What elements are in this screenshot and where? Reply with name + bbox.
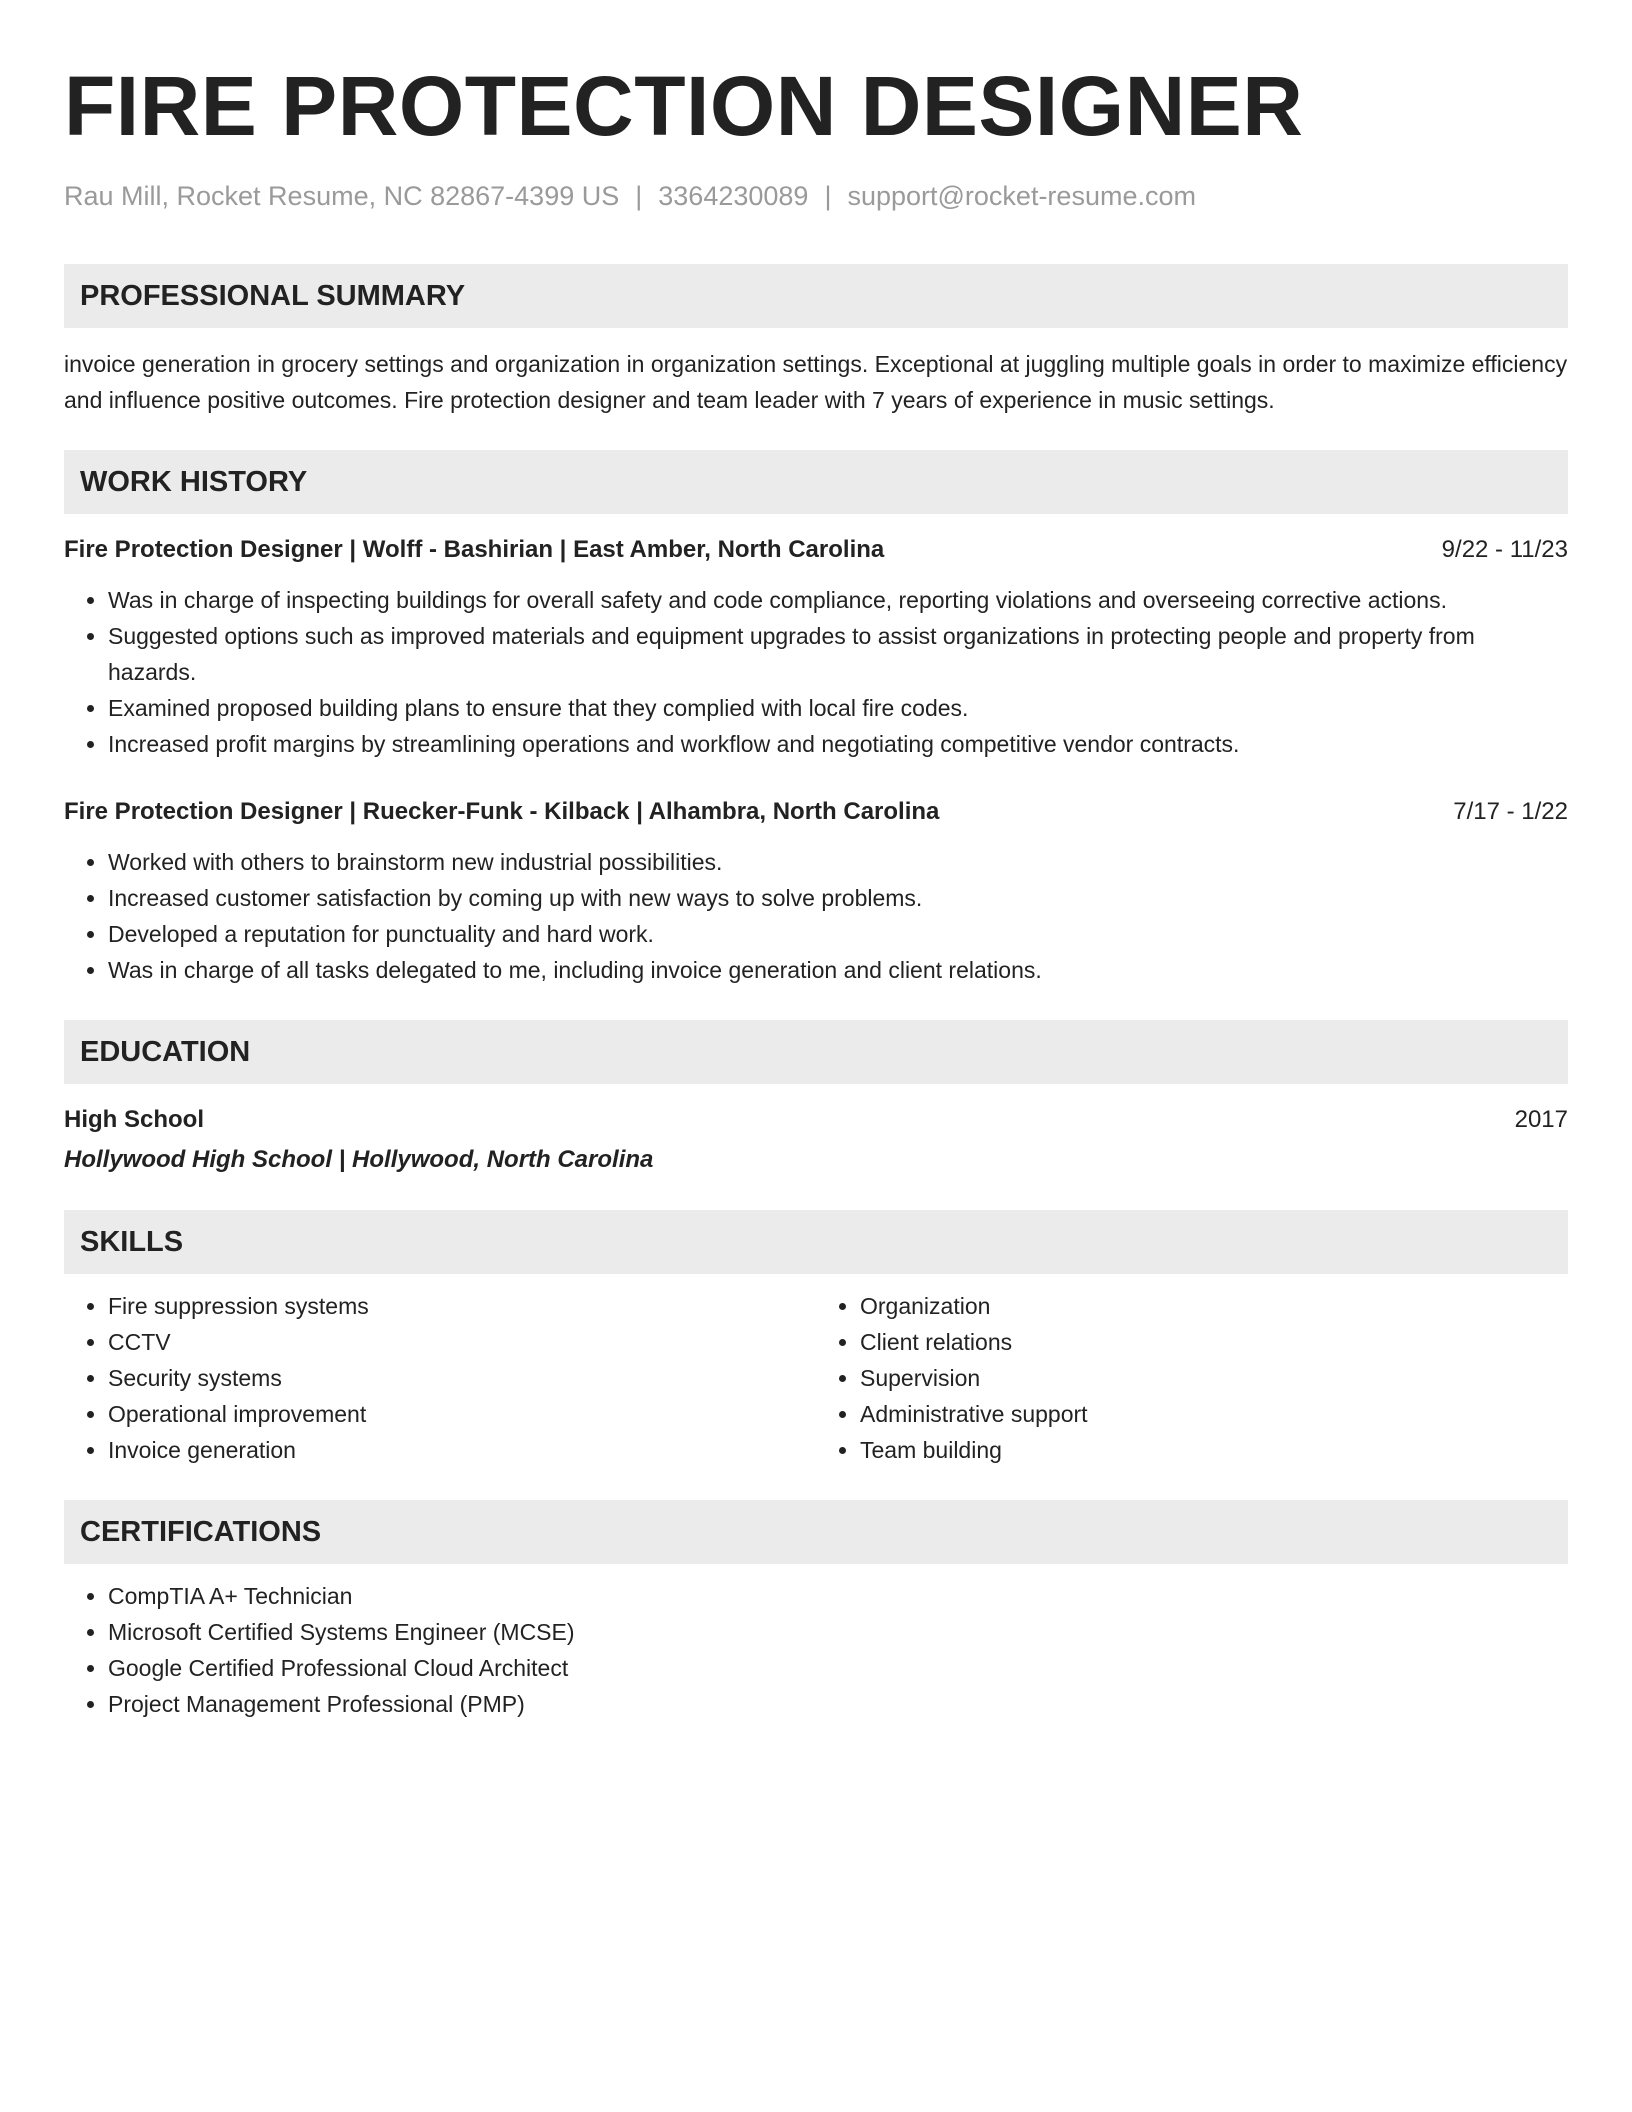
skill-item: • Invoice generation [108,1432,816,1468]
job-bullet: • Worked with others to brainstorm new industrial possibilities. [108,844,1568,880]
resume-title: FIRE PROTECTION DESIGNER [64,59,1304,153]
certifications-section [64,1578,1568,1722]
education-degree: High School [64,1106,204,1133]
skills-list-right [816,1288,1568,1468]
contact-phone: 3364230089 [658,181,809,211]
job-header [64,532,1568,568]
certifications-list [64,1578,1568,1722]
contact-address: Rau Mill, Rocket Resume, NC 82867-4399 US [64,181,620,211]
skill-item: • Client relations [860,1324,1568,1360]
summary-text: invoice generation in grocery settings and organization in organization settings. Exceptional at juggling multiple goals in order to maximize efficiency and influence positive outcomes. Fire protection designer and team leader with 7 years of experience in music settings. [64,351,1568,413]
certification-item: • Microsoft Certified Systems Engineer (MCSE) [108,1614,1568,1650]
certifications-heading: CERTIFICATIONS [64,1500,1568,1564]
job-bullet: • Was in charge of all tasks delegated to me, including invoice generation and client relations. [108,952,1568,988]
certification-item: • CompTIA A+ Technician [108,1578,1568,1614]
job-entry [64,794,1568,988]
certification-item: • Project Management Professional (PMP) [108,1686,1568,1722]
skills-list-left [64,1288,816,1468]
contact-line [64,178,1568,214]
job-bullet: • Examined proposed building plans to ensure that they complied with local fire codes. [108,690,1568,726]
contact-email: support@rocket-resume.com [847,181,1196,211]
contact-separator: | [635,181,643,211]
skill-item: • Administrative support [860,1396,1568,1432]
skill-item: • Operational improvement [108,1396,816,1432]
job-title: Fire Protection Designer | Wolff - Bashirian | East Amber, North Carolina [64,536,885,563]
skill-item: • Security systems [108,1360,816,1396]
job-bullet: • Suggested options such as improved materials and equipment upgrades to assist organizations in protecting people and property from hazards. [108,618,1568,690]
job-bullet: • Developed a reputation for punctuality and hard work. [108,916,1568,952]
job-bullet: • Increased profit margins by streamlining operations and workflow and negotiating competitive vendor contracts. [108,726,1568,762]
job-bullet: • Increased customer satisfaction by coming up with new ways to solve problems. [108,880,1568,916]
skill-item: • Organization [860,1288,1568,1324]
education-school: Hollywood High School | Hollywood, North Carolina [64,1146,654,1173]
job-dates: 9/22 - 11/23 [1441,536,1568,563]
skills-columns [64,1288,1568,1468]
education-heading: EDUCATION [64,1020,1568,1084]
contact-separator: | [824,181,832,211]
job-bullets [64,582,1568,762]
summary-heading: PROFESSIONAL SUMMARY [64,264,1568,328]
job-entry [64,532,1568,762]
skill-item: • CCTV [108,1324,816,1360]
job-bullet: • Was in charge of inspecting buildings for overall safety and code compliance, reporting violations and overseeing corrective actions. [108,582,1568,618]
job-bullets [64,844,1568,988]
work-history-heading: WORK HISTORY [64,450,1568,514]
job-title: Fire Protection Designer | Ruecker-Funk - Kilback | Alhambra, North Carolina [64,798,940,825]
skill-item: • Fire suppression systems [108,1288,816,1324]
certification-item: • Google Certified Professional Cloud Architect [108,1650,1568,1686]
education-header [64,1102,1568,1138]
skill-item: • Team building [860,1432,1568,1468]
job-header [64,794,1568,830]
education-year: 2017 [1514,1106,1568,1133]
skills-heading: SKILLS [64,1210,1568,1274]
job-dates: 7/17 - 1/22 [1453,798,1568,825]
skill-item: • Supervision [860,1360,1568,1396]
